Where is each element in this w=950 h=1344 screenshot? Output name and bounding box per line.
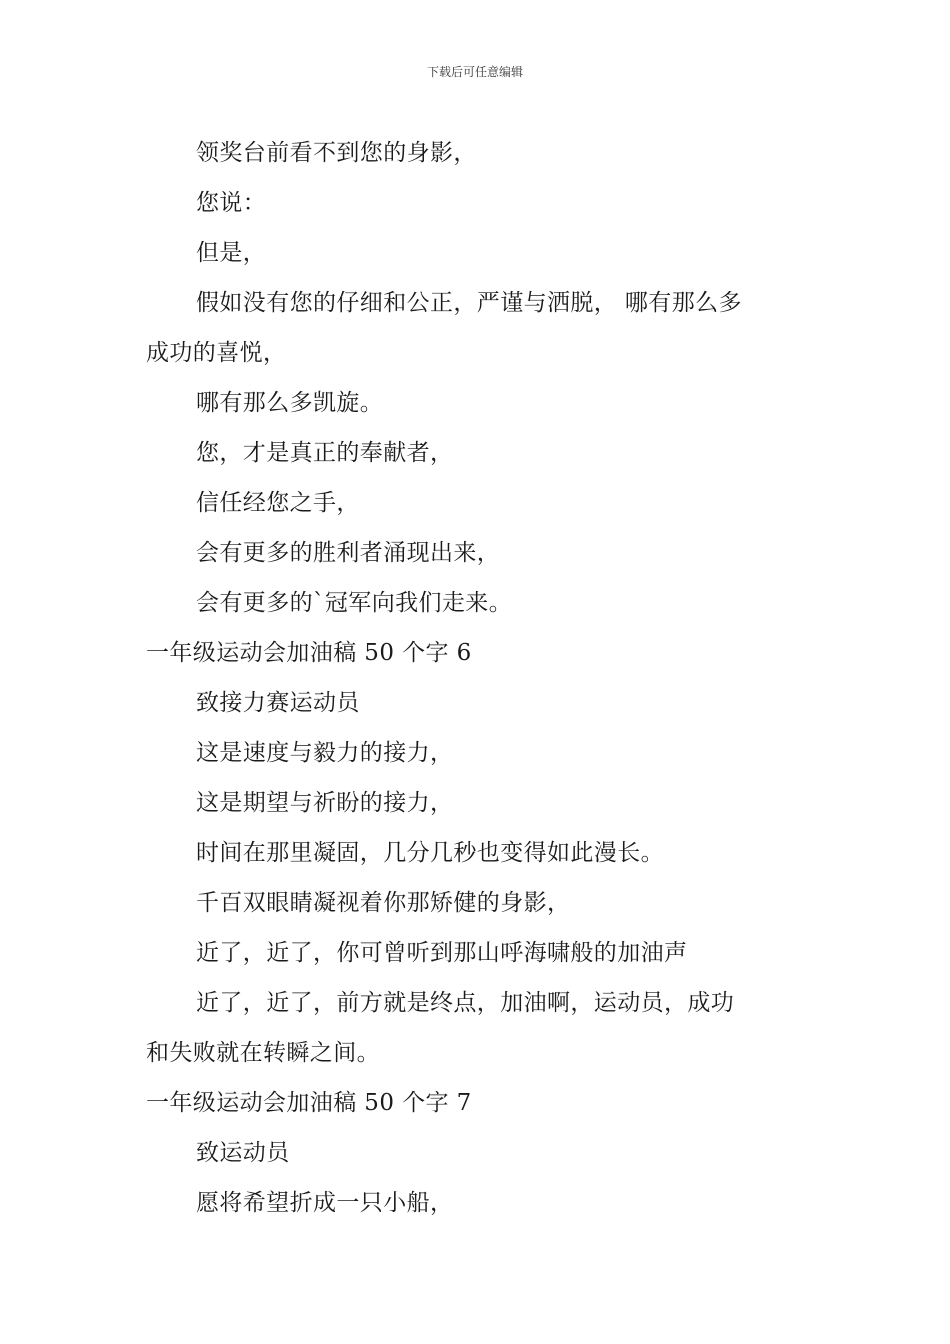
text-line: 致运动员 xyxy=(196,1140,290,1166)
text-line: 和失败就在转瞬之间。 xyxy=(146,1040,380,1066)
text-line: 近了，近了，你可曾听到那山呼海啸般的加油声 xyxy=(196,940,688,966)
text-line: 假如没有您的仔细和公正，严谨与洒脱， 哪有那么多 xyxy=(196,290,742,316)
text-line: 成功的喜悦， xyxy=(146,340,287,366)
text-line: 近了，近了，前方就是终点，加油啊，运动员，成功 xyxy=(196,990,735,1016)
text-line: 时间在那里凝固，几分几秒也变得如此漫长。 xyxy=(196,840,664,866)
text-line: 这是速度与毅力的接力， xyxy=(196,740,454,766)
text-line: 千百双眼睛凝视着你那矫健的身影， xyxy=(196,890,571,916)
text-line: 但是， xyxy=(196,240,267,266)
text-line: 这是期望与祈盼的接力， xyxy=(196,790,454,816)
page-header: 下载后可任意编辑 xyxy=(426,65,523,79)
text-line: 会有更多的胜利者涌现出来， xyxy=(196,540,501,566)
text-line: 信任经您之手， xyxy=(196,490,360,516)
document-body xyxy=(146,128,816,1228)
text-line: 您，才是真正的奉献者， xyxy=(196,440,454,466)
text-line: 您说： xyxy=(196,190,267,216)
section-heading: 一年级运动会加油稿 50 个字 6 xyxy=(146,640,472,666)
text-line: 致接力赛运动员 xyxy=(196,690,360,716)
section-heading: 一年级运动会加油稿 50 个字 7 xyxy=(146,1090,472,1116)
text-line: 哪有那么多凯旋。 xyxy=(196,390,384,416)
text-line: 领奖台前看不到您的身影， xyxy=(196,140,477,166)
text-line: 愿将希望折成一只小船， xyxy=(196,1190,454,1216)
text-line: 会有更多的`冠军向我们走来。 xyxy=(196,590,513,616)
